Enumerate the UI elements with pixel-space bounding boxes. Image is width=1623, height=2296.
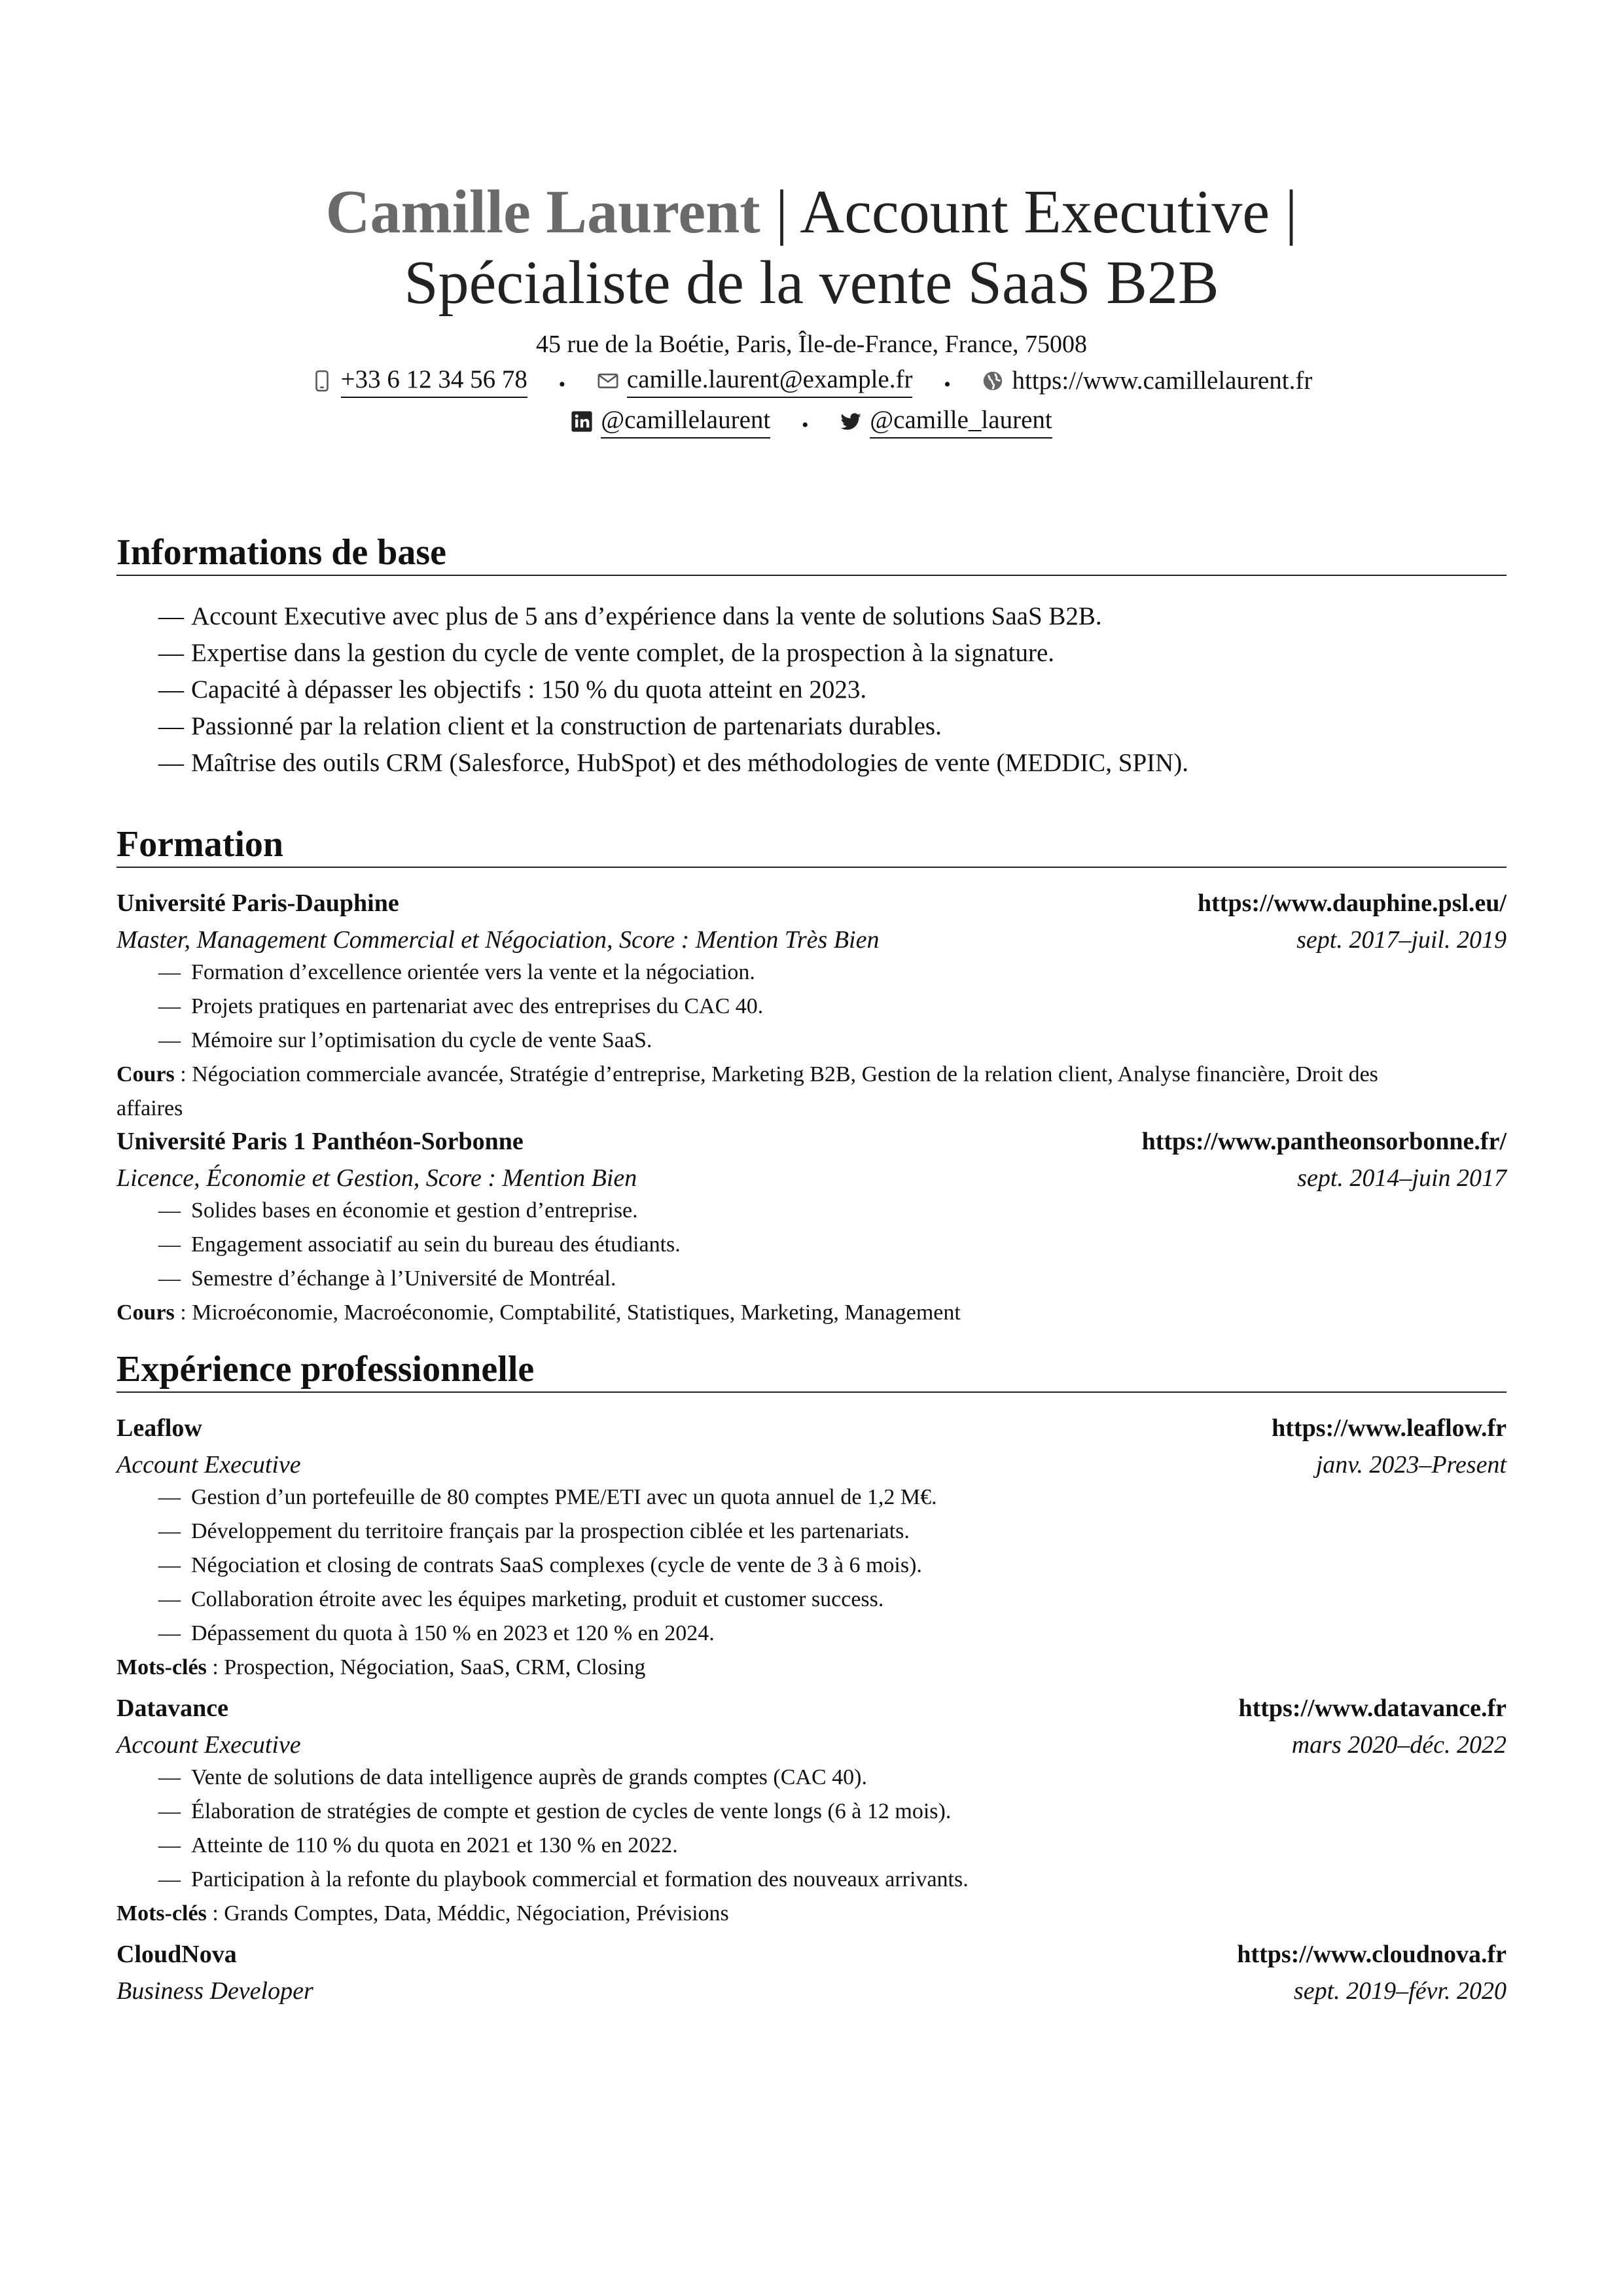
list-item: [116, 1617, 1507, 1651]
list-item-text: Vente de solutions de data intelligence auprès de grands comptes (CAC 40).: [191, 1765, 867, 1789]
section-summary-title: Informations de base: [116, 531, 1507, 576]
list-item: [116, 1829, 1507, 1863]
list-item-text: Participation à la refonte du playbook commercial et formation des nouveaux arrivants.: [191, 1867, 969, 1892]
section-education-title: Formation: [116, 823, 1507, 868]
dash-marker: —: [158, 1833, 181, 1857]
keywords-label: Mots-clés: [116, 1655, 207, 1679]
courses-label: Cours: [116, 1062, 175, 1086]
keywords-label: Mots-clés: [116, 1901, 207, 1926]
list-item: [116, 1024, 1507, 1058]
list-item: [116, 1262, 1507, 1296]
contact-line-1: [0, 364, 1623, 402]
education-highlights: [116, 956, 1507, 1058]
phone-item[interactable]: [311, 364, 527, 398]
dash-marker: —: [158, 1519, 181, 1543]
list-item-text: Atteinte de 110 % du quota en 2021 et 130 % en 2022.: [191, 1833, 678, 1857]
dash-marker: —: [158, 712, 184, 740]
linkedin-link[interactable]: @camillelaurent: [601, 404, 770, 439]
list-item-text: Développement du territoire français par la prospection ciblée et les partenariats.: [191, 1519, 910, 1543]
twitter-link[interactable]: @camille_laurent: [870, 404, 1052, 439]
list-item: [116, 1795, 1507, 1829]
experience-highlights: [116, 1761, 1507, 1897]
dash-marker: —: [158, 994, 181, 1018]
list-item: [116, 1228, 1507, 1262]
headline-part-1: | Account Executive |: [760, 178, 1298, 246]
experience-highlights: [116, 1480, 1507, 1651]
company-name: Datavance: [116, 1695, 228, 1722]
courses-text: : Négociation commerciale avancée, Stratégie d’entreprise, Marketing B2B, Gestion de la relation client, Analyse financière, Droit des: [174, 1062, 1378, 1086]
separator: •: [944, 374, 951, 395]
phone-icon: [311, 370, 333, 392]
list-item-text: Négociation et closing de contrats SaaS complexes (cycle de vente de 3 à 6 mois).: [191, 1553, 922, 1577]
school-name: Université Paris-Dauphine: [116, 889, 399, 917]
contact-line-2: [0, 404, 1623, 442]
dash-marker: —: [158, 639, 184, 667]
globe-icon: [982, 370, 1004, 392]
address: 45 rue de la Boétie, Paris, Île-de-France, France, 75008: [535, 331, 1088, 358]
dash-marker: —: [158, 675, 184, 704]
email-link[interactable]: camille.laurent@example.fr: [627, 364, 913, 398]
list-item: [116, 1863, 1507, 1897]
dash-marker: —: [158, 1621, 181, 1645]
list-item: [116, 1583, 1507, 1617]
list-item-text: Gestion d’un portefeuille de 80 comptes PME/ETI avec un quota annuel de 1,2 M€.: [191, 1485, 937, 1509]
job-dates: mars 2020–déc. 2022: [1291, 1731, 1507, 1759]
courses-label: Cours: [116, 1300, 175, 1325]
website-item[interactable]: [982, 365, 1312, 397]
company-url[interactable]: https://www.datavance.fr: [1238, 1695, 1507, 1722]
email-icon: [597, 370, 619, 392]
linkedin-item[interactable]: [571, 404, 770, 439]
list-item: [116, 956, 1507, 990]
list-item-text: Mémoire sur l’optimisation du cycle de vente SaaS.: [191, 1028, 652, 1052]
education-highlights: [116, 1194, 1507, 1296]
separator: •: [558, 374, 566, 395]
list-item: [116, 598, 1507, 635]
website-link[interactable]: https://www.camillelaurent.fr: [1012, 367, 1313, 395]
list-item: [116, 1480, 1507, 1515]
list-item-text: Maîtrise des outils CRM (Salesforce, HubSpot) et des méthodologies de vente (MEDDIC, SPIN).: [191, 749, 1189, 777]
company-url[interactable]: https://www.leaflow.fr: [1272, 1414, 1507, 1442]
phone-link[interactable]: +33 6 12 34 56 78: [341, 364, 527, 398]
degree: Licence, Économie et Gestion, Score : Mention Bien: [116, 1164, 637, 1192]
job-role: Business Developer: [116, 1977, 313, 2005]
courses-line: [116, 1058, 1507, 1092]
list-item-text: Capacité à dépasser les objectifs : 150 % du quota atteint en 2023.: [191, 675, 867, 704]
dash-marker: —: [158, 1485, 181, 1509]
school-url[interactable]: https://www.dauphine.psl.eu/: [1198, 889, 1507, 917]
dash-marker: —: [158, 1232, 181, 1257]
list-item: [116, 1515, 1507, 1549]
list-item-text: Semestre d’échange à l’Université de Montréal.: [191, 1266, 616, 1291]
dash-marker: —: [158, 602, 184, 630]
school-url[interactable]: https://www.pantheonsorbonne.fr/: [1141, 1128, 1507, 1155]
list-item: [116, 672, 1507, 708]
education-dates: sept. 2017–juil. 2019: [1296, 926, 1507, 954]
headline-part-2: Spécialiste de la vente SaaS B2B: [404, 249, 1219, 317]
degree: Master, Management Commercial et Négociation, Score : Mention Très Bien: [116, 926, 880, 954]
twitter-item[interactable]: [840, 404, 1052, 439]
list-item-text: Account Executive avec plus de 5 ans d’expérience dans la vente de solutions SaaS B2B.: [191, 602, 1102, 630]
job-role: Account Executive: [116, 1731, 301, 1759]
list-item-text: Dépassement du quota à 150 % en 2023 et 120 % en 2024.: [191, 1621, 715, 1645]
job-role: Account Executive: [116, 1451, 301, 1479]
dash-marker: —: [158, 1028, 181, 1052]
courses: [116, 1296, 1507, 1330]
company-url[interactable]: https://www.cloudnova.fr: [1237, 1941, 1507, 1968]
company-name: CloudNova: [116, 1941, 237, 1968]
list-item-text: Collaboration étroite avec les équipes marketing, produit et customer success.: [191, 1587, 884, 1611]
school-name: Université Paris 1 Panthéon-Sorbonne: [116, 1128, 524, 1155]
dash-marker: —: [158, 960, 181, 984]
list-item-text: Solides bases en économie et gestion d’entreprise.: [191, 1198, 638, 1223]
resume-title: [0, 177, 1623, 318]
dash-marker: —: [158, 1867, 181, 1892]
summary-list: [116, 598, 1507, 781]
list-item: [116, 1549, 1507, 1583]
courses-text: : Microéconomie, Macroéconomie, Comptabilité, Statistiques, Marketing, Management: [174, 1300, 961, 1325]
dash-marker: —: [158, 1765, 181, 1789]
twitter-icon: [840, 410, 862, 433]
email-item[interactable]: [597, 364, 913, 398]
keywords-text: : Prospection, Négociation, SaaS, CRM, Closing: [206, 1655, 646, 1679]
keywords-text: : Grands Comptes, Data, Méddic, Négociation, Prévisions: [206, 1901, 729, 1926]
dash-marker: —: [158, 1266, 181, 1291]
separator: •: [801, 414, 809, 436]
linkedin-icon: [571, 410, 593, 433]
list-item: [116, 745, 1507, 781]
title-line-1: [0, 177, 1623, 247]
company-name: Leaflow: [116, 1414, 202, 1442]
courses-line: [116, 1296, 1507, 1330]
list-item-text: Projets pratiques en partenariat avec des entreprises du CAC 40.: [191, 994, 764, 1018]
job-dates: janv. 2023–Present: [1315, 1451, 1507, 1479]
list-item: [116, 1761, 1507, 1795]
list-item: [116, 635, 1507, 672]
list-item-text: Expertise dans la gestion du cycle de vente complet, de la prospection à la signature.: [191, 639, 1055, 667]
dash-marker: —: [158, 1198, 181, 1223]
dash-marker: —: [158, 749, 184, 777]
list-item: [116, 1194, 1507, 1228]
list-item-text: Passionné par la relation client et la construction de partenariats durables.: [191, 712, 942, 740]
list-item-text: Élaboration de stratégies de compte et gestion de cycles de vente longs (6 à 12 mois).: [191, 1799, 952, 1823]
dash-marker: —: [158, 1553, 181, 1577]
list-item: [116, 708, 1507, 745]
courses: [116, 1058, 1507, 1126]
dash-marker: —: [158, 1587, 181, 1611]
keywords: [116, 1651, 1507, 1685]
list-item-text: Formation d’excellence orientée vers la vente et la négociation.: [191, 960, 755, 984]
job-dates: sept. 2019–févr. 2020: [1293, 1977, 1507, 2005]
education-dates: sept. 2014–juin 2017: [1297, 1164, 1507, 1192]
dash-marker: —: [158, 1799, 181, 1823]
section-experience-title: Expérience professionnelle: [116, 1348, 1507, 1393]
person-name: Camille Laurent: [325, 178, 760, 246]
courses-line-continued: affaires: [116, 1096, 183, 1121]
list-item-text: Engagement associatif au sein du bureau des étudiants.: [191, 1232, 681, 1257]
keywords: [116, 1897, 1507, 1931]
list-item: [116, 990, 1507, 1024]
